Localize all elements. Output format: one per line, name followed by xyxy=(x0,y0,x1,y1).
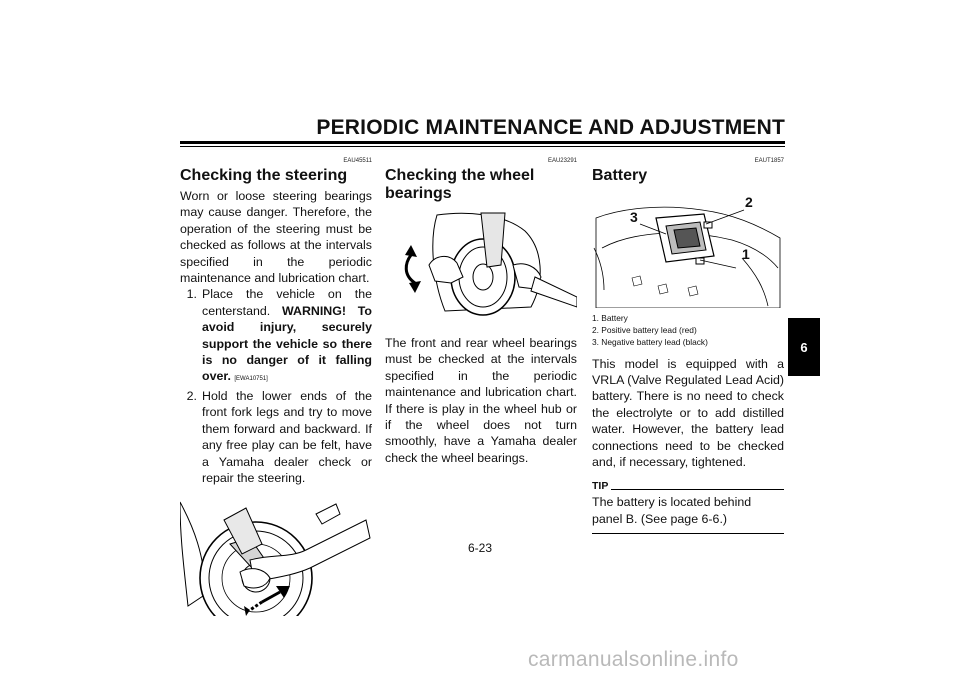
section-heading: Checking the wheel bearings xyxy=(385,167,535,202)
figure-captions xyxy=(592,312,784,349)
watermark: carmanualsonline.info xyxy=(528,648,739,671)
step-text xyxy=(202,286,372,387)
step-instruction: Place the vehicle on the centerstand. xyxy=(202,287,372,318)
steering-section xyxy=(180,150,372,616)
warning-code: [EWA10751] xyxy=(234,376,268,383)
callout-1: 1 xyxy=(742,246,750,262)
battery-body: This model is equipped with a VRLA (Valve Regulated Lead Acid) battery. There is no need to check the electrolyte or to add distilled water. However, the battery lead connections need to be checked and, if necessary, tightened. xyxy=(592,356,784,470)
callout-3: 3 xyxy=(630,209,638,225)
chapter-tab: 6 xyxy=(788,318,820,376)
caption-item: 1. Battery xyxy=(592,313,628,323)
wheel-bearing-illustration xyxy=(385,211,577,317)
step-number: 2. xyxy=(186,388,197,403)
caption-item: 2. Positive battery lead (red) xyxy=(592,325,697,336)
step-item xyxy=(180,286,372,387)
battery-illustration xyxy=(592,188,784,308)
step-number: 1. xyxy=(186,287,197,302)
tip-header xyxy=(592,480,784,492)
callout-2: 2 xyxy=(745,194,753,210)
battery-figure xyxy=(592,188,784,308)
section-heading: Checking the steering xyxy=(180,167,348,184)
step-text: Hold the lower ends of the front fork legs and try to move them forward and backward. If any free play can be felt, have a Yamaha dealer check or repair the steering. xyxy=(202,388,372,485)
tip-label: TIP xyxy=(592,480,609,493)
section-code: EAUT1857 xyxy=(754,158,784,164)
caption-item: 3. Negative battery lead (black) xyxy=(592,337,708,348)
section-code: EAU45511 xyxy=(343,158,372,164)
header-rule-thin xyxy=(180,146,785,147)
steering-intro: Worn or loose steering bearings may cause danger. Therefore, the operation of the steering must be checked as follows at the intervals specified in the periodic maintenance and lubrication chart. xyxy=(180,189,372,286)
page-number: 6-23 xyxy=(467,541,493,555)
battery-section xyxy=(592,150,784,534)
section-code: EAU23291 xyxy=(547,158,577,164)
section-heading: Battery xyxy=(592,167,648,184)
header-rule-thick xyxy=(180,141,785,144)
page-title: PERIODIC MAINTENANCE AND ADJUSTMENT xyxy=(316,116,785,139)
step-item xyxy=(180,388,372,486)
tip-rule xyxy=(611,489,784,490)
tip-end-rule xyxy=(592,533,784,534)
steering-illustration xyxy=(180,498,372,616)
warning-text: WARNING! To avoid injury, securely support the vehicle so there is no danger of it falling over. xyxy=(202,303,372,384)
tip-text: The battery is located behind panel B. (See page 6-6.) xyxy=(592,495,752,526)
wheel-bearings-section xyxy=(385,150,577,466)
wheel-bearings-body: The front and rear wheel bearings must be checked at the intervals specified in the periodic maintenance and lubrication chart. If there is play in the wheel hub or if the wheel does not turn smoothly, have a Yamaha dealer check the wheel bearings. xyxy=(385,336,577,465)
